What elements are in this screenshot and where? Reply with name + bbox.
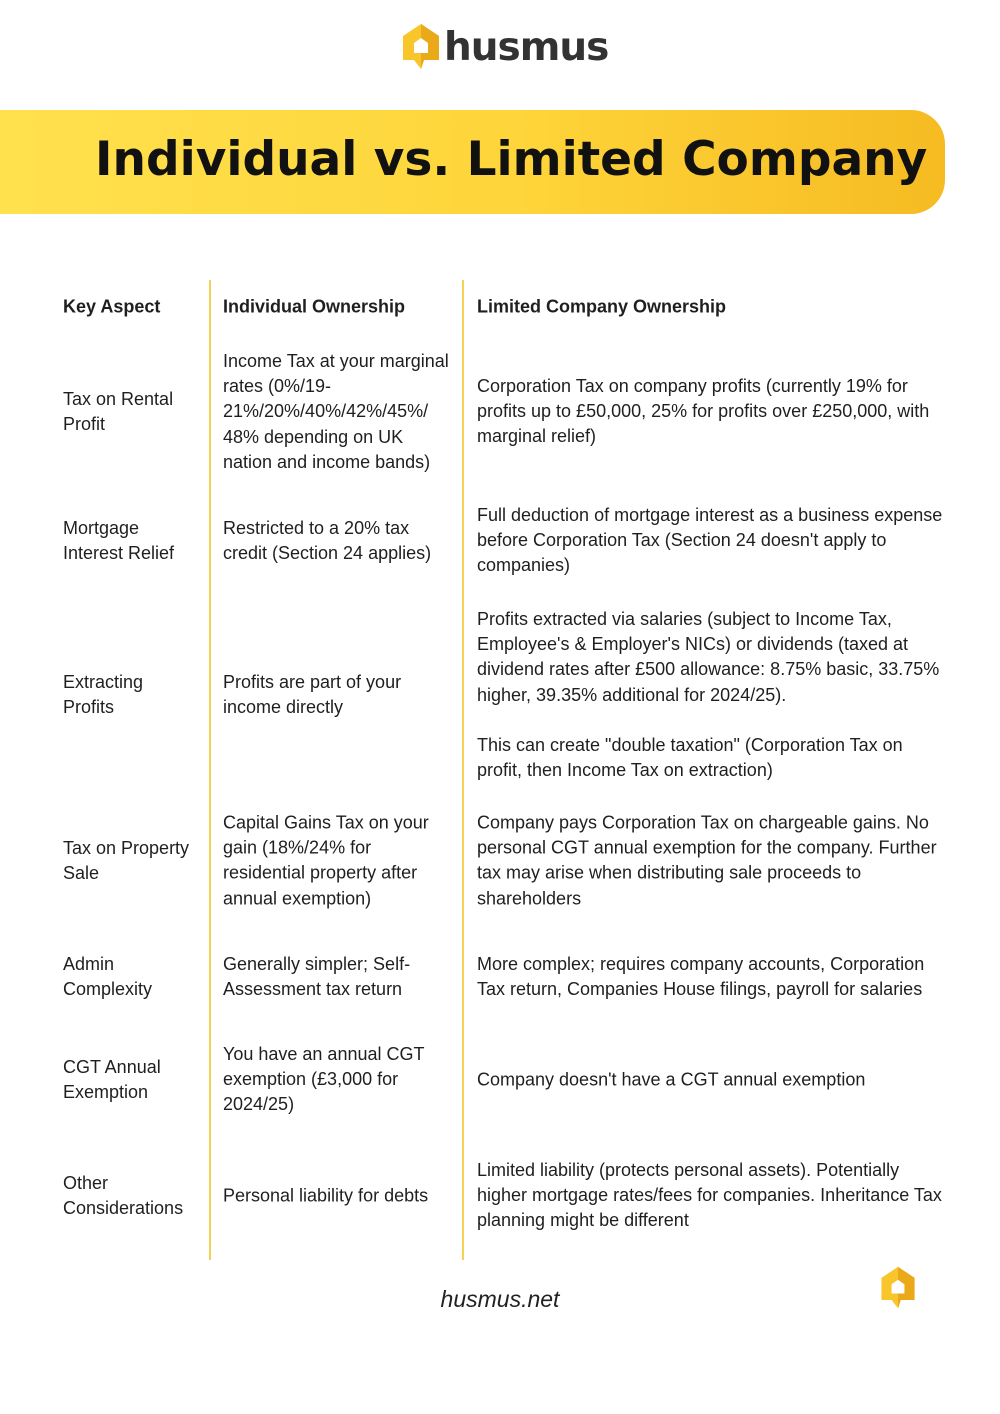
row-aspect: Extracting Profits [63,671,144,717]
row-aspect: Mortgage Interest Relief [63,517,175,563]
row-company [477,952,947,1002]
title-banner [0,110,945,214]
row-individual: Restricted to a 20% tax credit (Section 24 applies) [223,517,432,563]
row-company-text: This can create "double taxation" (Corporation Tax on profit, then Income Tax on extraction) [477,734,903,780]
row-company-text: Corporation Tax on company profits (currently 19% for profits up to £50,000, 25% for profits over £250,000, with marginal relief) [477,376,930,447]
row-company [477,811,947,912]
header-individual: Individual Ownership [223,296,406,317]
row-company [477,607,947,783]
row-individual: Capital Gains Tax on your gain (18%/24% for residential property after annual exemption) [223,812,429,909]
row-company-text: Company doesn't have a CGT annual exemption [477,1069,866,1090]
row-individual: Income Tax at your marginal rates (0%/19-21%/20%/40%/42%/45%/ 48% depending on UK nation and income bands) [223,350,449,472]
row-aspect: Admin Complexity [63,953,153,999]
row-aspect: Other Considerations [63,1172,184,1218]
row-company [477,1067,947,1092]
house-logo-icon [878,1265,918,1311]
column-divider [462,280,464,1260]
brand-logo [400,20,608,74]
header-limited-company: Limited Company Ownership [477,296,727,317]
page-title: Individual vs. Limited Company [95,132,928,187]
row-aspect: Tax on Rental Profit [63,388,174,434]
row-company-text: Company pays Corporation Tax on chargeable gains. No personal CGT annual exemption for the company. Further tax may arise when distributing sale proceeds to shareholders [477,812,937,909]
row-company-text: Profits extracted via salaries (subject to Income Tax, Employee's & Employer's NICs) or dividends (taxed at dividend rates after £500 allowance: 8.75% basic, 33.75% higher, 39.35% additional for 2024/25). [477,608,940,705]
row-aspect: Tax on Property Sale [63,837,190,883]
row-aspect: CGT Annual Exemption [63,1056,161,1102]
row-company [477,374,947,450]
row-company-text: More complex; requires company accounts, Corporation Tax return, Companies House filings, payroll for salaries [477,953,925,999]
row-company [477,503,947,579]
house-logo-icon [400,22,442,72]
row-company-text: Limited liability (protects personal assets). Potentially higher mortgage rates/fees for companies. Inheritance Tax planning might be different [477,1160,942,1231]
row-individual: Generally simpler; Self-Assessment tax return [223,953,411,999]
header-key-aspect: Key Aspect [63,296,161,317]
row-company [477,1158,947,1234]
footer-url: husmus.net [440,1286,560,1312]
row-individual: Profits are part of your income directly [223,671,402,717]
column-divider [209,280,211,1260]
row-individual: Personal liability for debts [223,1185,429,1206]
row-company-text: Full deduction of mortgage interest as a business expense before Corporation Tax (Section 24 doesn't apply to companies) [477,505,943,576]
row-individual: You have an annual CGT exemption (£3,000 for 2024/25) [223,1044,425,1115]
brand-name: husmus [444,24,609,70]
